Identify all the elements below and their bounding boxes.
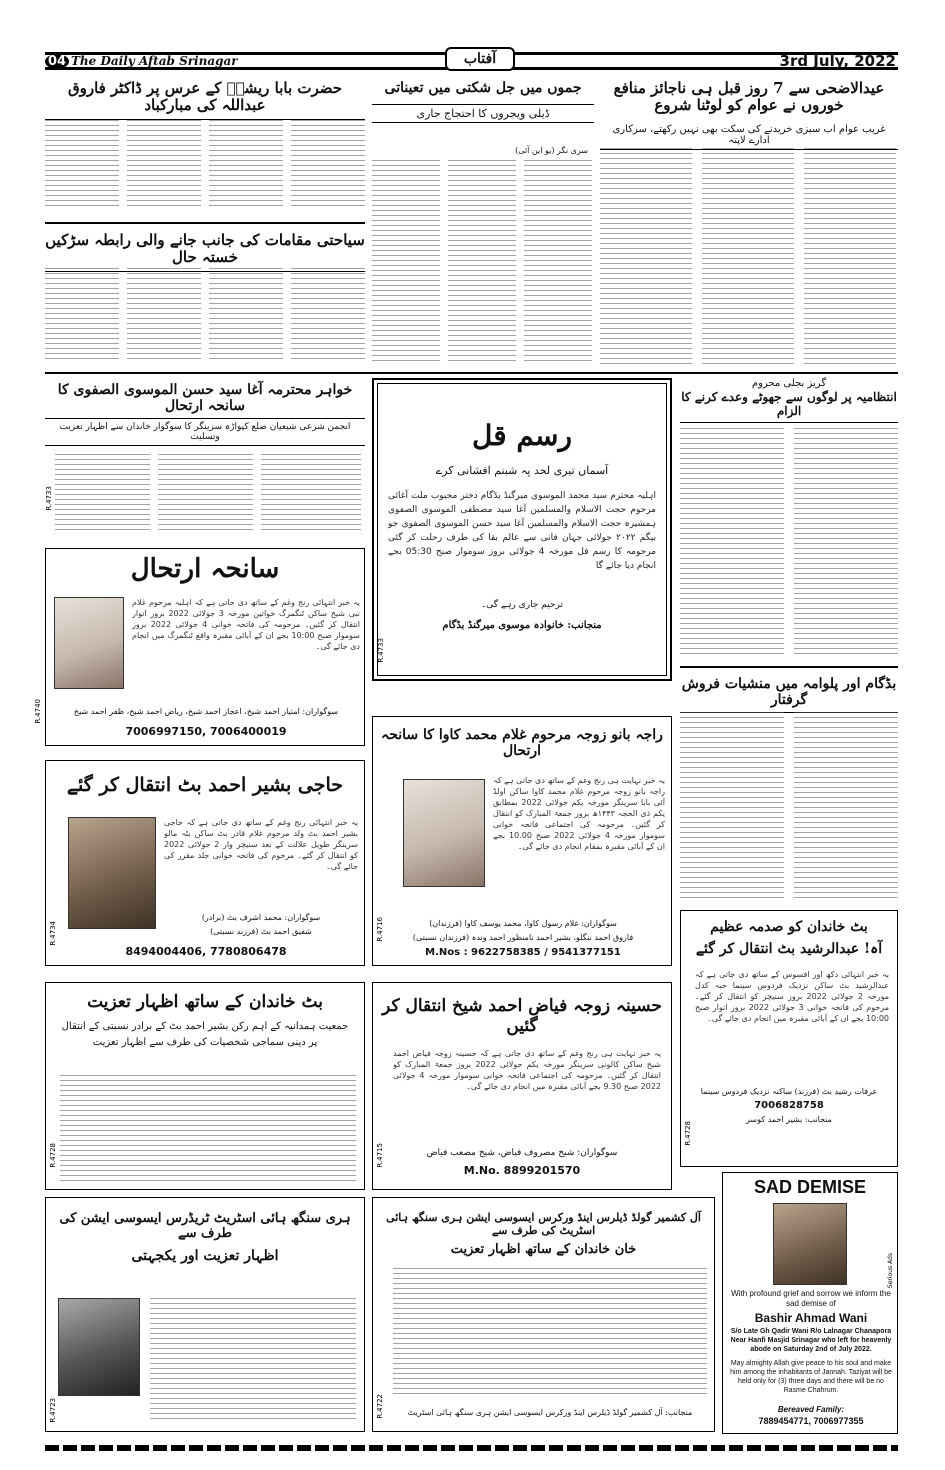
issue-date: 3rd July, 2022 bbox=[779, 52, 896, 70]
story-jal-shakti-dateline: سری نگر (یو این آئی) bbox=[515, 146, 588, 155]
rasam-family: منجانب: خانوادہ موسوی میرگنڈ بڈگام bbox=[442, 620, 602, 632]
sad-demise-details: S/o Late Gh Qadir Wani R/o Lalnagar Chanapora Near Hanfi Masjid Srinagar who left for heavenly abode on Saturday 2nd of July 2022. bbox=[730, 1328, 892, 1353]
ad-butt-azeem-id: R.4728 bbox=[684, 1121, 692, 1146]
ad-hari-singh-photo bbox=[58, 1298, 140, 1396]
ad-bashir-butt-photo bbox=[68, 817, 156, 929]
masthead-bar bbox=[45, 52, 898, 70]
ad-khan-family-signature: منجانب: آل کشمیر گولڈ ڈیلرس اینڈ ورکرس ایسوسی ایشن ہری سنگھ ہائی اسٹریٹ bbox=[407, 1408, 693, 1417]
paper-name: The Daily Aftab Srinagar bbox=[71, 54, 238, 68]
rasam-closing: ترحیم جاری رہے گی۔ bbox=[481, 600, 563, 611]
story-jal-shakti bbox=[372, 80, 594, 370]
rasam-title: رسم قل bbox=[472, 419, 572, 452]
story-gurez bbox=[680, 378, 898, 663]
sad-demise-title: SAD DEMISE bbox=[753, 1177, 867, 1197]
ad-raja-bano-body: یہ خبر نہایت ہی رنج وغم کے ساتھ دی جاتی ہے کہ راجہ بانو زوجہ مرحوم غلام محمد کاوا ساکن اولڈ آئی بابا سرینگر مورخہ یکم جولائی 2022 بمطابق یکم ذی الحجہ ۱۴۴۳ھ بروز جمعۃ المبارک کو انتقال کر گئیں۔ مرحومہ کی اجتماعی فاتحہ خوانی سوموار مورخہ 4 جولائی 2022 صبح 10.00 بجے ان کے آبائی مقبرہ بمقام انجام دی جائے گی۔ bbox=[493, 776, 665, 851]
ad-raja-bano-mourners: سوگواران: غلام رسول کاوا، محمد یوسف کاوا (فرزندان) bbox=[429, 919, 617, 928]
ad-raja-bano-phone: M.Nos : 9622758385 / 9541377151 bbox=[425, 947, 621, 958]
ad-bashir-butt-body: یہ خبر انتہائی رنج وغم کے ساتھ دی جاتی ہے کہ حاجی بشیر احمد بٹ ولد مرحوم غلام قادر بٹ ساکن بٹہ مالو سرینگر طویل علالت کے بعد سنیچر وار 2 جولائی 2022 کو انتقال کر گئے۔ مرحوم کی فاتحہ خوانی جلد مقرر کی جائے گی۔ bbox=[164, 818, 358, 871]
ad-saniha bbox=[34, 548, 365, 746]
ad-khan-family-sub: خان خاندان کے ساتھ اظہار تعزیت bbox=[450, 1242, 637, 1258]
ad-saniha-photo bbox=[54, 597, 124, 689]
story-eid bbox=[600, 80, 898, 370]
ad-haseena bbox=[372, 982, 672, 1190]
ad-raja-bano-headline: راجہ بانو زوجہ مرحوم غلام محمد کاوا کا سانحہ ارتحال bbox=[381, 727, 663, 760]
story-tourist-headline: سیاحتی مقامات کی جانب جانے والی رابطہ سڑکیں خستہ حال bbox=[45, 228, 365, 272]
ad-butt-family-headline: بٹ خاندان کے ساتھ اظہار تعزیت bbox=[87, 992, 323, 1012]
ad-raja-bano-id: R.4716 bbox=[376, 917, 384, 942]
ad-sad-demise bbox=[722, 1172, 898, 1434]
sad-demise-id: Serious Ads bbox=[887, 1253, 894, 1289]
ad-haseena-mourners: سوگواران: شیخ مصروف فیاض، شیخ مصعب فیاض bbox=[426, 1148, 618, 1159]
ad-raja-bano-mourners2: فاروق احمد ننگلو، بشیر احمد نامنظور احمد وندہ (فرزندان نسبتی) bbox=[412, 933, 634, 942]
story-budgam-headline: بڈگام اور پلوامہ میں منشیات فروش گرفتار bbox=[680, 672, 898, 713]
story-eid-subheadline: غریب عوام اب سبزی خریدنے کی سکت بھی نہیں رکھتے، سرکاری ادارے لاپتہ bbox=[600, 121, 898, 150]
sad-demise-phones: 7889454771, 7006977355 bbox=[758, 1416, 864, 1426]
ad-butt-azeem bbox=[680, 910, 898, 1167]
sad-demise-prayer: May almighty Allah give peace to his soul and make him among the inhabitants of Jannah. Taziyat will be held only for (3) three days and there will be no Rasme Chahrum. bbox=[730, 1360, 892, 1394]
ad-haseena-phone: M.No. 8899201570 bbox=[463, 1164, 581, 1178]
ad-butt-azeem-family: منجانب: بشیر احمد کوسر bbox=[746, 1115, 832, 1125]
ad-saniha-phone: 7006997150, 7006400019 bbox=[125, 725, 287, 738]
bottom-rule bbox=[45, 1445, 898, 1451]
ad-bashir-butt-headline: حاجی بشیر احمد بٹ انتقال کر گئے bbox=[66, 774, 344, 796]
ad-rasam-qul bbox=[372, 378, 672, 681]
ad-safawi bbox=[45, 378, 365, 540]
ad-haseena-headline: حسینہ زوجہ فیاض احمد شیخ انتقال کر گئیں bbox=[382, 996, 662, 1036]
rasam-id: R.4733 bbox=[377, 638, 385, 663]
ad-bashir-butt-mourners2: شفیق احمد بٹ (فرزند نسبتی) bbox=[210, 927, 312, 936]
story-jal-shakti-headline: جموں میں جل شکتی میں تعیناتی bbox=[384, 80, 582, 96]
story-gurez-headline: انتظامیہ پر لوگوں سے جھوٹے وعدے کرنے کا الزام bbox=[680, 389, 898, 423]
story-baba-reshi-headline: حضرت بابا ریشیؒ کے عرس پر ڈاکٹر فاروق عبداللہ کی مبارکباد bbox=[45, 80, 365, 120]
page-number: 04 bbox=[45, 54, 72, 69]
ad-haseena-id: R.4715 bbox=[376, 1143, 384, 1168]
ad-bashir-butt bbox=[45, 760, 365, 966]
ad-butt-azeem-phone: 7006828758 bbox=[754, 1100, 824, 1112]
ad-butt-family bbox=[45, 982, 365, 1190]
ad-butt-azeem-body: یہ خبر انتہائی دکھ اور افسوس کے ساتھ دی جاتی ہے کہ عبدالرشید بٹ ساکن نزدیک فردوس سینما حبہ کدل مورخہ 2 جولائی 2022 بروز سنیچر کو انتقال کر گئے۔ مرحوم کی فاتحہ خوانی 3 جولائی 2022 بروز اتوار صبح 10:00 بجے ان کے آبائی مقبرہ میں انجام دی جائے گی۔ bbox=[695, 970, 889, 1024]
ad-raja-bano bbox=[372, 716, 672, 966]
ad-hari-singh bbox=[45, 1197, 365, 1432]
ad-raja-bano-photo bbox=[403, 779, 485, 887]
newspaper-logo: آفتاب bbox=[445, 47, 515, 71]
ad-bashir-butt-mourners: سوگواران: محمد اشرف بٹ (برادر) bbox=[201, 913, 321, 922]
story-tourist-roads bbox=[45, 228, 365, 368]
ad-butt-azeem-headline: بٹ خاندان کو صدمہ عظیم bbox=[710, 919, 868, 935]
ad-saniha-id: R.4740 bbox=[34, 699, 42, 724]
ad-butt-family-sub: جمعیت ہمدانیہ کے اہم رکن بشیر احمد بٹ کے برادر نسبتی کے انتقال پر دینی سماجی شخصیات کی طرف سے اظہار تعزیت bbox=[61, 1020, 349, 1048]
ad-haseena-body: یہ خبر نہایت ہی رنج وغم کے ساتھ دی جاتی ہے کہ حسینہ زوجہ فیاض احمد شیخ ساکن کالونی سرینگر مورخہ یکم جولائی 2022 بروز جمعۃ المبارک کو انتقال کر گئیں۔ مرحومہ کی اجتماعی فاتحہ خوانی سوموار مورخہ 4 جولائی 2022 صبح 9.30 بجے آبائی مقبرہ میں انجام دی جائے گی۔ bbox=[393, 1049, 661, 1092]
ad-butt-family-id: R.4728 bbox=[49, 1143, 57, 1168]
ad-safawi-id: R.4733 bbox=[45, 486, 53, 511]
story-gurez-pre: گریز بجلی محروم bbox=[751, 378, 827, 389]
ad-butt-azeem-mourners: عرفات رشید بٹ (فرزند) ساکنہ نزدیک فردوس سینما bbox=[700, 1087, 878, 1097]
ad-safawi-headline: خواہر محترمہ آغا سید حسن الموسوی الصفوی کا سانحہ ارتحال bbox=[57, 382, 353, 415]
sad-demise-name: Bashir Ahmad Wani bbox=[754, 1311, 868, 1325]
ad-hari-singh-headline: ہری سنگھ ہائی اسٹریٹ ٹریڈرس ایسوسی ایشن کی طرف سے bbox=[59, 1211, 351, 1241]
ad-khan-family bbox=[372, 1197, 715, 1432]
sad-demise-intro: With profound grief and sorrow we inform the sad demise of bbox=[731, 1289, 891, 1308]
rasam-couplet: آسماں تیری لحد پہ شبنم افشانی کرے bbox=[435, 464, 609, 478]
ad-saniha-mourners: سوگواران: امتیاز احمد شیخ، اعجاز احمد شیخ، ریاض احمد شیخ، ظفر احمد شیخ bbox=[73, 707, 339, 716]
ad-khan-family-id: R.4722 bbox=[376, 1394, 384, 1419]
ad-bashir-butt-id: R.4734 bbox=[49, 921, 57, 946]
ad-butt-azeem-sub: آہ! عبدالرشید بٹ انتقال کر گئے bbox=[695, 941, 883, 958]
ad-saniha-body: یہ خبر انتہائی رنج وغم کے ساتھ دی جاتی ہے کہ اہلیہ مرحوم غلام نبی شیخ ساکن ٹنگمرگ خواتین مورخہ 3 جولائی 2022 بروز اتوار انتقال کر گئیں۔ مرحومہ کی فاتحہ خوانی 4 جولائی 2022 بروز سوموار صبح 10:00 بجے ان کے آبائی مقبرہ واقع ٹنگمرگ میں انجام دی جائے گی۔ bbox=[132, 598, 360, 651]
sad-demise-family-label: Bereaved Family: bbox=[777, 1405, 845, 1414]
ad-saniha-headline: سانحہ ارتحال bbox=[130, 554, 280, 584]
story-budgam bbox=[680, 672, 898, 907]
rasam-body: اہلیہ محترم سید محمد الموسوی میرگنڈ بڈگام دختر محبوب ملت آغائی مرحوم حجت الاسلام والمسلمین آغا سید مصطفی الموسوی الصفوی ہمشیرہ حجت الاسلام والمسلمین آغا سید حسن الموسوی الصفوی جو بیگم ۲۰۲۲ جولائی جہان فانی سے عالم بقا کی طرف رحلت کر گئی مرحومہ کا رسم قل مورخہ 4 جولائی بروز سوموار صبح 05:30 بجے انجام دیا جائے گا bbox=[388, 491, 656, 572]
story-baba-reshi bbox=[45, 80, 365, 215]
ad-safawi-subheadline: انجمن شرعی شیعیان ضلع کپواڑہ سرینگر کا سوگوار خاندان سے اظہار تعزیت وتسلیت bbox=[45, 418, 365, 446]
ad-hari-singh-sub: اظہار تعزیت اور یکجہتی bbox=[131, 1247, 279, 1264]
sad-demise-photo bbox=[773, 1203, 847, 1285]
ad-hari-singh-id: R.4723 bbox=[49, 1398, 57, 1423]
story-eid-headline: عیدالاضحی سے 7 روز قبل ہی ناجائز منافع خوروں نے عوام کو لوٹنا شروع bbox=[613, 79, 885, 115]
story-jal-shakti-subheadline: ڈیلی ویجروں کا احتجاج جاری bbox=[372, 104, 594, 123]
ad-bashir-butt-phone: 8494004406, 7780806478 bbox=[125, 945, 287, 958]
ad-khan-family-headline: آل کشمیر گولڈ ڈیلرس اینڈ ورکرس ایسوسی ایشن ہری سنگھ ہائی اسٹریٹ کی طرف سے bbox=[386, 1211, 701, 1237]
